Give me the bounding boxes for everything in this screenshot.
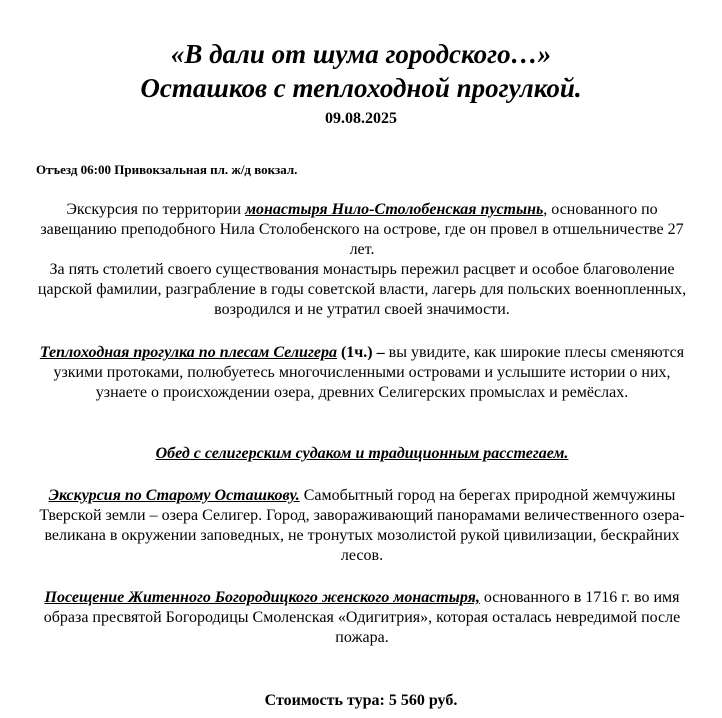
ostashkov-paragraph (36, 486, 688, 566)
tour-price: Стоимость тура: 5 560 руб. (264, 692, 458, 709)
departure-info: Отъезд 06:00 Привокзальная пл. ж/д вокзал. (36, 162, 298, 177)
ostashkov-text: Самобытный город на берегах природной жемчужины Тверской земли – озера Селигер. Город, завораживающий панорамами величественного озера-великана в окружении заповедных, не тронутых мозолистой рукой цивилизации, бескрайних лесов. (39, 487, 685, 564)
lunch-paragraph (36, 444, 688, 464)
boat-trip-duration: (1ч.) – (336, 344, 385, 361)
monastery-suffix: , основанного по завещанию преподобного Нила Столобенского на острове, где он провел в отшельничестве 27 лет. (40, 201, 684, 258)
title-line-2: Осташков с теплоходной прогулкой. (140, 73, 582, 103)
boat-trip-title: Теплоходная прогулка по плесам Селигера (39, 344, 337, 361)
tour-date: 09.08.2025 (325, 110, 397, 127)
convent-title: Посещение Житенного Богородицкого женского монастыря, (44, 589, 480, 606)
convent-paragraph (36, 588, 688, 648)
convent-text: основанного в 1716 г. во имя образа пресвятой Богородицы Смоленская «Одигитрия», которая осталась невредимой после пожара. (43, 589, 681, 646)
boat-trip-text: вы увидите, как широкие плесы сменяются узкими протоками, полюбуетесь многочисленными островами и услышите истории о них, узнаете о происхождении озера, древних Селигерских промыслах и ремёслах. (53, 344, 685, 401)
monastery-prefix: Экскурсия по территории (66, 201, 246, 218)
monastery-intro (36, 200, 688, 260)
ostashkov-title: Экскурсия по Старому Осташкову. (48, 487, 300, 504)
monastery-name: монастыря Нило-Столобенская пустынь (245, 201, 544, 218)
lunch-title: Обед с селигерским судаком и традиционным расстегаем. (155, 445, 569, 462)
monastery-history: За пять столетий своего существования монастырь пережил расцвет и особое благоволение царской фамилии, разграбление в годы советской власти, лагерь для польских военнопленных, возродился и не утратил своей значимости. (37, 261, 687, 318)
monastery-excursion-paragraph (36, 200, 688, 320)
title-line-1: «В дали от шума городского…» (170, 39, 552, 69)
boat-trip-paragraph (36, 343, 688, 403)
